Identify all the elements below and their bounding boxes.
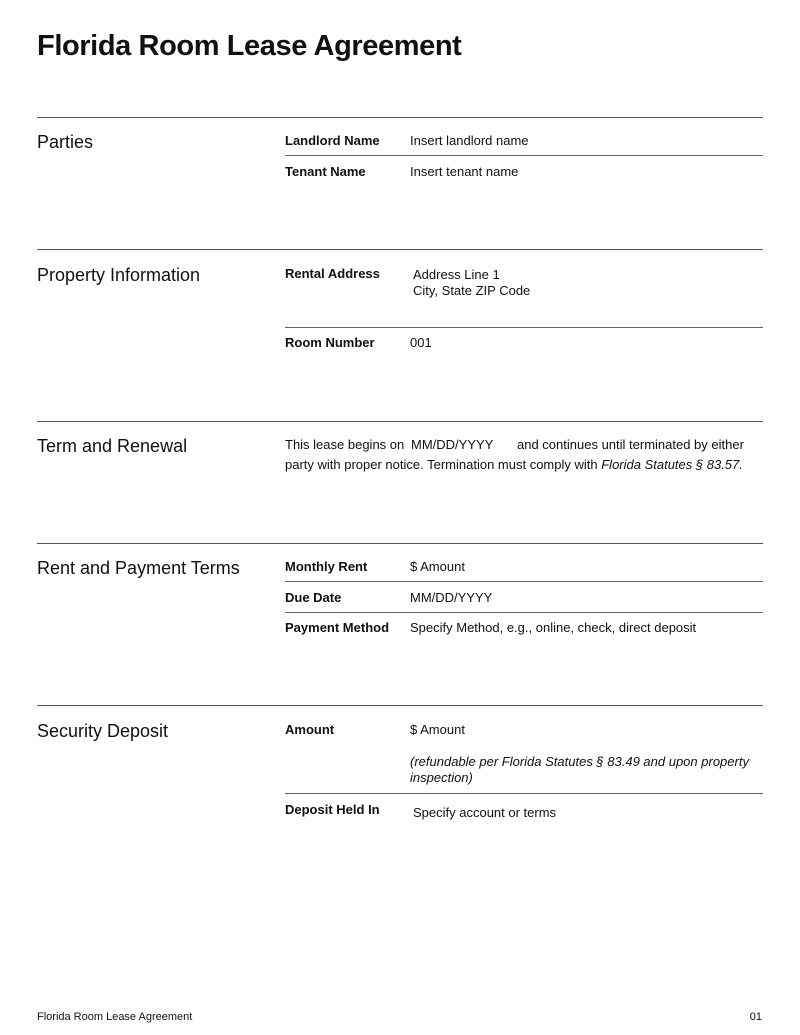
tenant-name-field[interactable]: Insert tenant name	[410, 164, 519, 179]
row-divider	[285, 155, 763, 156]
deposit-note-line2: inspection)	[410, 770, 473, 785]
section-heading-parties: Parties	[37, 132, 94, 152]
section-divider	[37, 117, 763, 118]
due-date-label: Due Date	[285, 590, 342, 605]
section-heading-rent: Rent and Payment Terms	[37, 558, 240, 578]
row-divider	[285, 327, 763, 328]
term-text-line2	[285, 457, 743, 472]
deposit-held-label: Deposit Held In	[285, 802, 380, 817]
room-number-field[interactable]: 001	[410, 335, 432, 350]
landlord-name-field[interactable]: Insert landlord name	[410, 133, 529, 148]
payment-method-field[interactable]: Specify Method, e.g., online, check, direct deposit	[410, 620, 697, 635]
statute-reference: Florida Statutes § 83.57.	[601, 457, 743, 472]
term-text-notice: party with proper notice. Termination must comply with	[285, 457, 598, 472]
row-divider	[285, 612, 763, 613]
section-divider	[37, 249, 763, 250]
section-divider	[37, 543, 763, 544]
section-divider	[37, 421, 763, 422]
row-divider	[285, 581, 763, 582]
row-divider	[285, 793, 763, 794]
start-date-field[interactable]: MM/DD/YYYY	[411, 437, 494, 452]
section-heading-deposit: Security Deposit	[37, 721, 169, 741]
landlord-name-label: Landlord Name	[285, 133, 380, 148]
deposit-note-line1: (refundable per Florida Statutes § 83.49 and upon property	[410, 754, 749, 769]
section-heading-term: Term and Renewal	[37, 436, 188, 456]
page-title: Florida Room Lease Agreement	[37, 30, 462, 62]
address-line1-field[interactable]: Address Line 1	[413, 267, 500, 282]
tenant-name-label: Tenant Name	[285, 164, 366, 179]
monthly-rent-label: Monthly Rent	[285, 559, 368, 574]
monthly-rent-field[interactable]: $ Amount	[410, 559, 465, 574]
due-date-field[interactable]: MM/DD/YYYY	[410, 590, 493, 605]
page-number: 01	[749, 1011, 762, 1023]
footer-title: Florida Room Lease Agreement	[37, 1011, 193, 1023]
section-heading-property: Property Information	[37, 265, 201, 285]
term-text-continue: and continues until terminated by either	[517, 437, 744, 452]
room-number-label: Room Number	[285, 335, 375, 350]
rental-address-label: Rental Address	[285, 266, 380, 281]
deposit-amount-field[interactable]: $ Amount	[410, 722, 465, 737]
deposit-held-field[interactable]: Specify account or terms	[413, 805, 557, 820]
payment-method-label: Payment Method	[285, 620, 390, 635]
deposit-amount-label: Amount	[285, 722, 335, 737]
section-divider	[37, 705, 763, 706]
address-line2-field[interactable]: City, State ZIP Code	[413, 283, 531, 298]
term-text-start: This lease begins on	[285, 437, 405, 452]
